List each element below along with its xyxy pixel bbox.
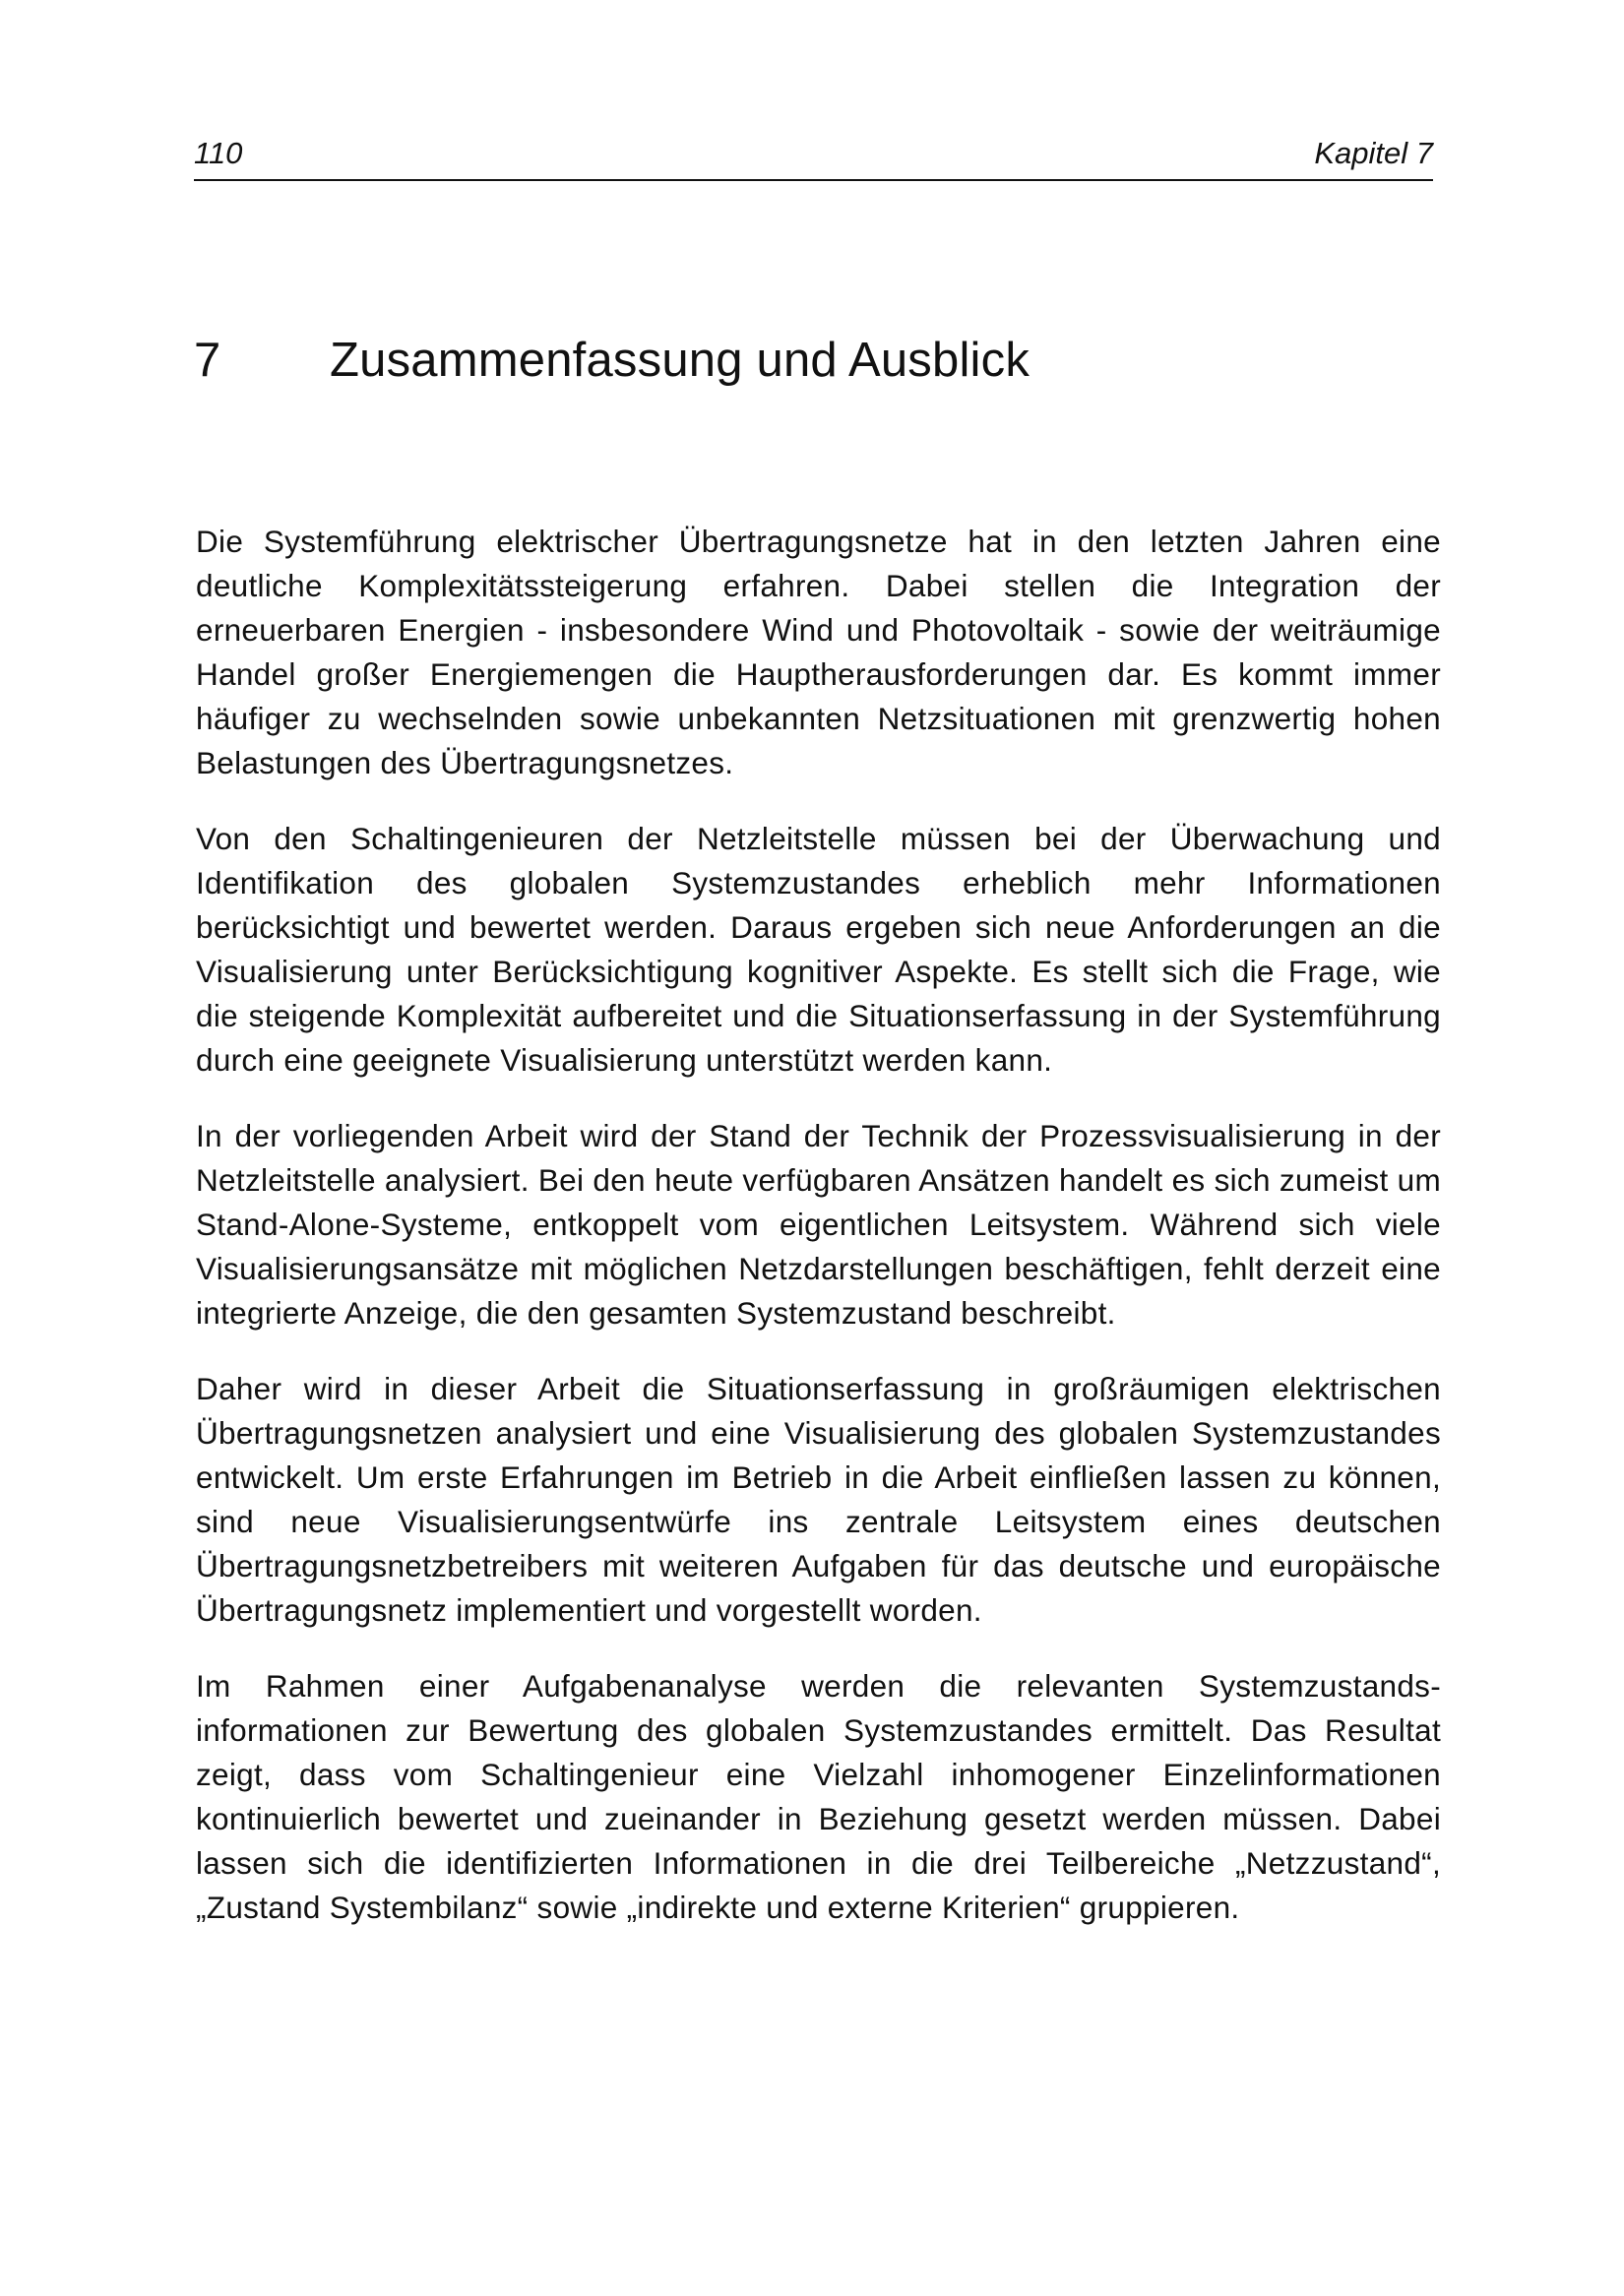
paragraph: Die Systemführung elektrischer Übertragungsnetze hat in den letzten Jahren eine deutliche Komplexitätssteigerung erfahren. Dabei stellen die Integration der erneuerbaren Energien - insbesondere Wind und Photovoltaik - sowie der weiträumige Handel großer Energiemengen die Hauptherausforderungen dar. Es kommt immer häufiger zu wechselnden sowie unbekannten Netzsituationen mit grenzwertig hohen Belastungen des Übertragungsnetzes. bbox=[196, 524, 1441, 780]
paragraph: Von den Schaltingenieuren der Netzleitstelle müssen bei der Überwachung und Identifikation des globalen Systemzustandes erheblich mehr Informationen berücksichtigt und bewertet werden. Daraus ergeben sich neue Anforderungen an die Visualisierung unter Berücksichtigung kognitiver Aspekte. Es stellt sich die Frage, wie die steigende Komplexität aufbereitet und die Situationserfassung in der Systemführung durch eine geeignete Visualisierung unterstützt werden kann. bbox=[196, 821, 1441, 1078]
chapter-title: Zusammenfassung und Ausblick bbox=[330, 334, 1031, 387]
body-text bbox=[196, 520, 1441, 1961]
chapter-label: Kapitel 7 bbox=[1314, 136, 1433, 170]
paragraph: In der vorliegenden Arbeit wird der Stand der Technik der Prozessvisualisierung in der Netzleitstelle analysiert. Bei den heute verfügbaren Ansätzen handelt es sich zumeist um Stand-Alone-Systeme, entkoppelt vom eigentlichen Leitsystem. Während sich viele Visualisierungsansätze mit möglichen Netzdarstellungen beschäftigen, fehlt derzeit eine integrierte Anzeige, die den gesamten Systemzustand beschreibt. bbox=[196, 1118, 1441, 1331]
paragraph: Daher wird in dieser Arbeit die Situationserfassung in großräumigen elektrischen Übertragungsnetzen analysiert und eine Visualisierung des globalen Systemzustandes entwickelt. Um erste Erfahrungen im Betrieb in die Arbeit einfließen lassen zu können, sind neue Visualisierungsentwürfe ins zentrale Leitsystem eines deutschen Übertragungsnetzbetreibers mit weiteren Aufgaben für das deutsche und europäische Übertragungsnetz implementiert und vorgestellt worden. bbox=[196, 1371, 1441, 1628]
paragraph: Im Rahmen einer Aufgabenanalyse werden die relevanten Systemzustands-informationen zur Bewertung des globalen Systemzustandes ermittelt. Das Resultat zeigt, dass vom Schaltingenieur eine Vielzahl inhomogener Einzelinformationen kontinuierlich bewertet und zueinander in Beziehung gesetzt werden müssen. Dabei lassen sich die identifizierten Informationen in die drei Teilbereiche „Netzzustand“, „Zustand Systembilanz“ sowie „indirekte und externe Kriterien“ gruppieren. bbox=[196, 1668, 1441, 1925]
chapter-heading bbox=[194, 331, 1433, 390]
page-number: 110 bbox=[194, 136, 243, 170]
running-header bbox=[194, 136, 1433, 181]
chapter-number: 7 bbox=[194, 334, 221, 387]
